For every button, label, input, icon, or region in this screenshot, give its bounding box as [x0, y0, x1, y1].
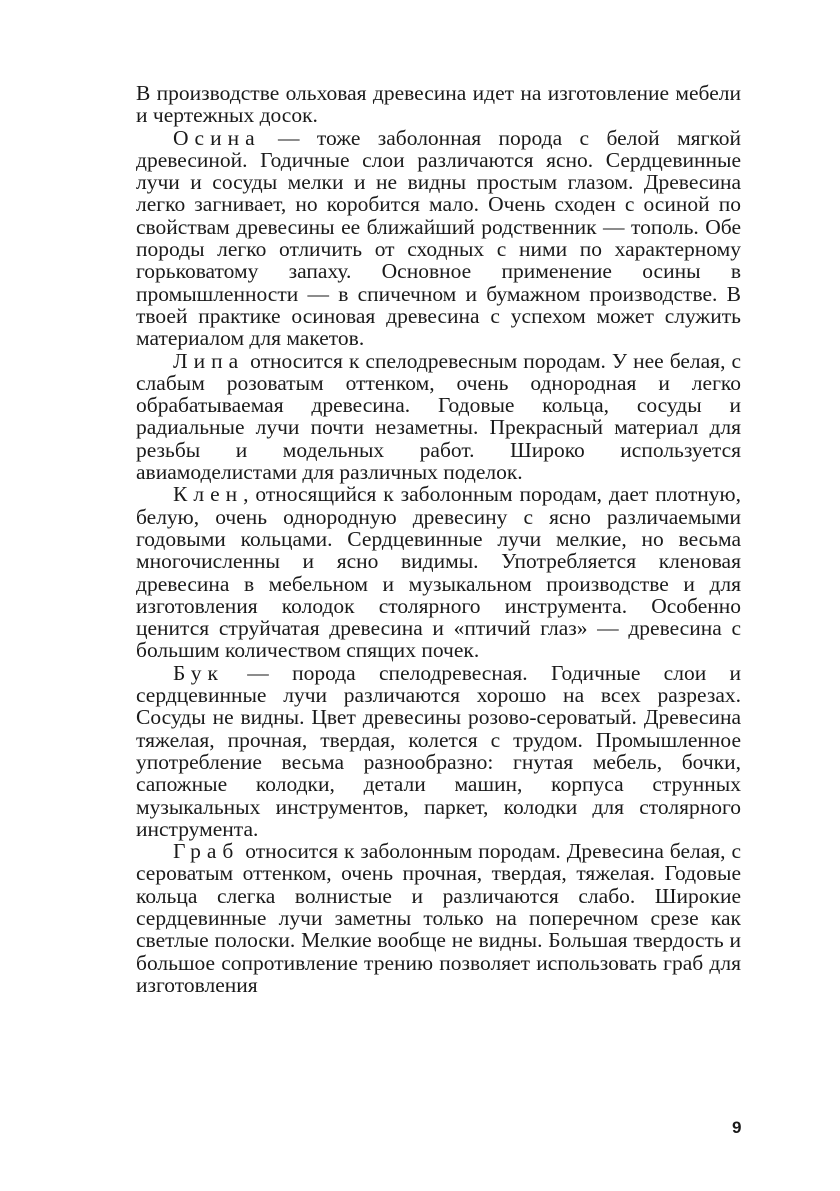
paragraph-linden [136, 350, 741, 484]
paragraph-lead-beech: Бук [173, 660, 225, 685]
paragraph-text: — порода спелодревесная. Годичные слои и сердцевинные лучи различаются хорошо на всех разрезах. Сосуды не видны. Цвет древесины розово-сероватый. Древесина тяжелая, прочная, твердая, колется с трудом. Промышленное употребление весьма разнообразно: гнутая мебель, бочки, сапожные колодки, детали машин, корпуса струнных музыкальных инструментов, паркет, колодки для столярного инструмента. [136, 660, 741, 841]
paragraph-text: В производстве ольховая древесина идет на изготовление мебели и чертежных досок. [136, 81, 741, 128]
paragraph-lead-linden: Липа [173, 348, 245, 373]
paragraph-text: — тоже заболонная порода с белой мягкой древесиной. Годичные слои различаются ясно. Сердцевинные лучи и сосуды мелки и не видны простым глазом. Древесина легко загнивает, но коробится мало. Очень сходен с осиной по свойствам древесины ее ближайший родственник — тополь. Обе породы легко отличить от сходных с ними по характерному горьковатому запаху. Основное применение осины в промышленности — в спичечном и бумажном производстве. В твоей практике осиновая древесина с успехом может служить материалом для макетов. [136, 125, 741, 351]
paragraph-lead-maple: Клен [173, 482, 244, 507]
paragraph-aspen [136, 127, 741, 350]
paragraph-lead-hornbeam: Граб [173, 839, 240, 864]
page-number: 9 [732, 1118, 742, 1137]
paragraph-lead-aspen: Осина [173, 125, 261, 150]
paragraph-hornbeam [136, 840, 741, 996]
paragraph-alder [136, 82, 741, 127]
paragraph-text: относится к спелодревесным породам. У нее белая, с слабым розоватым оттенком, очень однородная и легко обрабатываемая древесина. Годовые кольца, сосуды и радиальные лучи почти незаметны. Прекрасный материал для резьбы и модельных работ. Широко используется авиамоделистами для различных поделок. [136, 348, 741, 485]
paragraph-text: относится к заболонным породам. Древесина белая, с сероватым оттенком, очень прочная, твердая, тяжелая. Годовые кольца слегка волнистые и различаются слабо. Широкие сердцевинные лучи заметны только на поперечном срезе как светлые полоски. Мелкие вообще не видны. Большая твердость и большое сопротивление трению позволяет использовать граб для изготовления [136, 839, 741, 997]
paragraph-beech [136, 662, 741, 840]
paragraph-maple [136, 483, 741, 661]
paragraph-text: , относящийся к заболонным породам, дает плотную, белую, очень однородную древесину с ясно различаемыми годовыми кольцами. Сердцевинные лучи мелкие, но весьма многочисленны и ясно видимы. Употребляется кленовая древесина в мебельном и музыкальном производстве и для изготовления колодок столярного инструмента. Особенно ценится струйчатая древесина и «птичий глаз» — древесина с большим количеством спящих почек. [136, 482, 741, 663]
page-body [136, 82, 741, 996]
